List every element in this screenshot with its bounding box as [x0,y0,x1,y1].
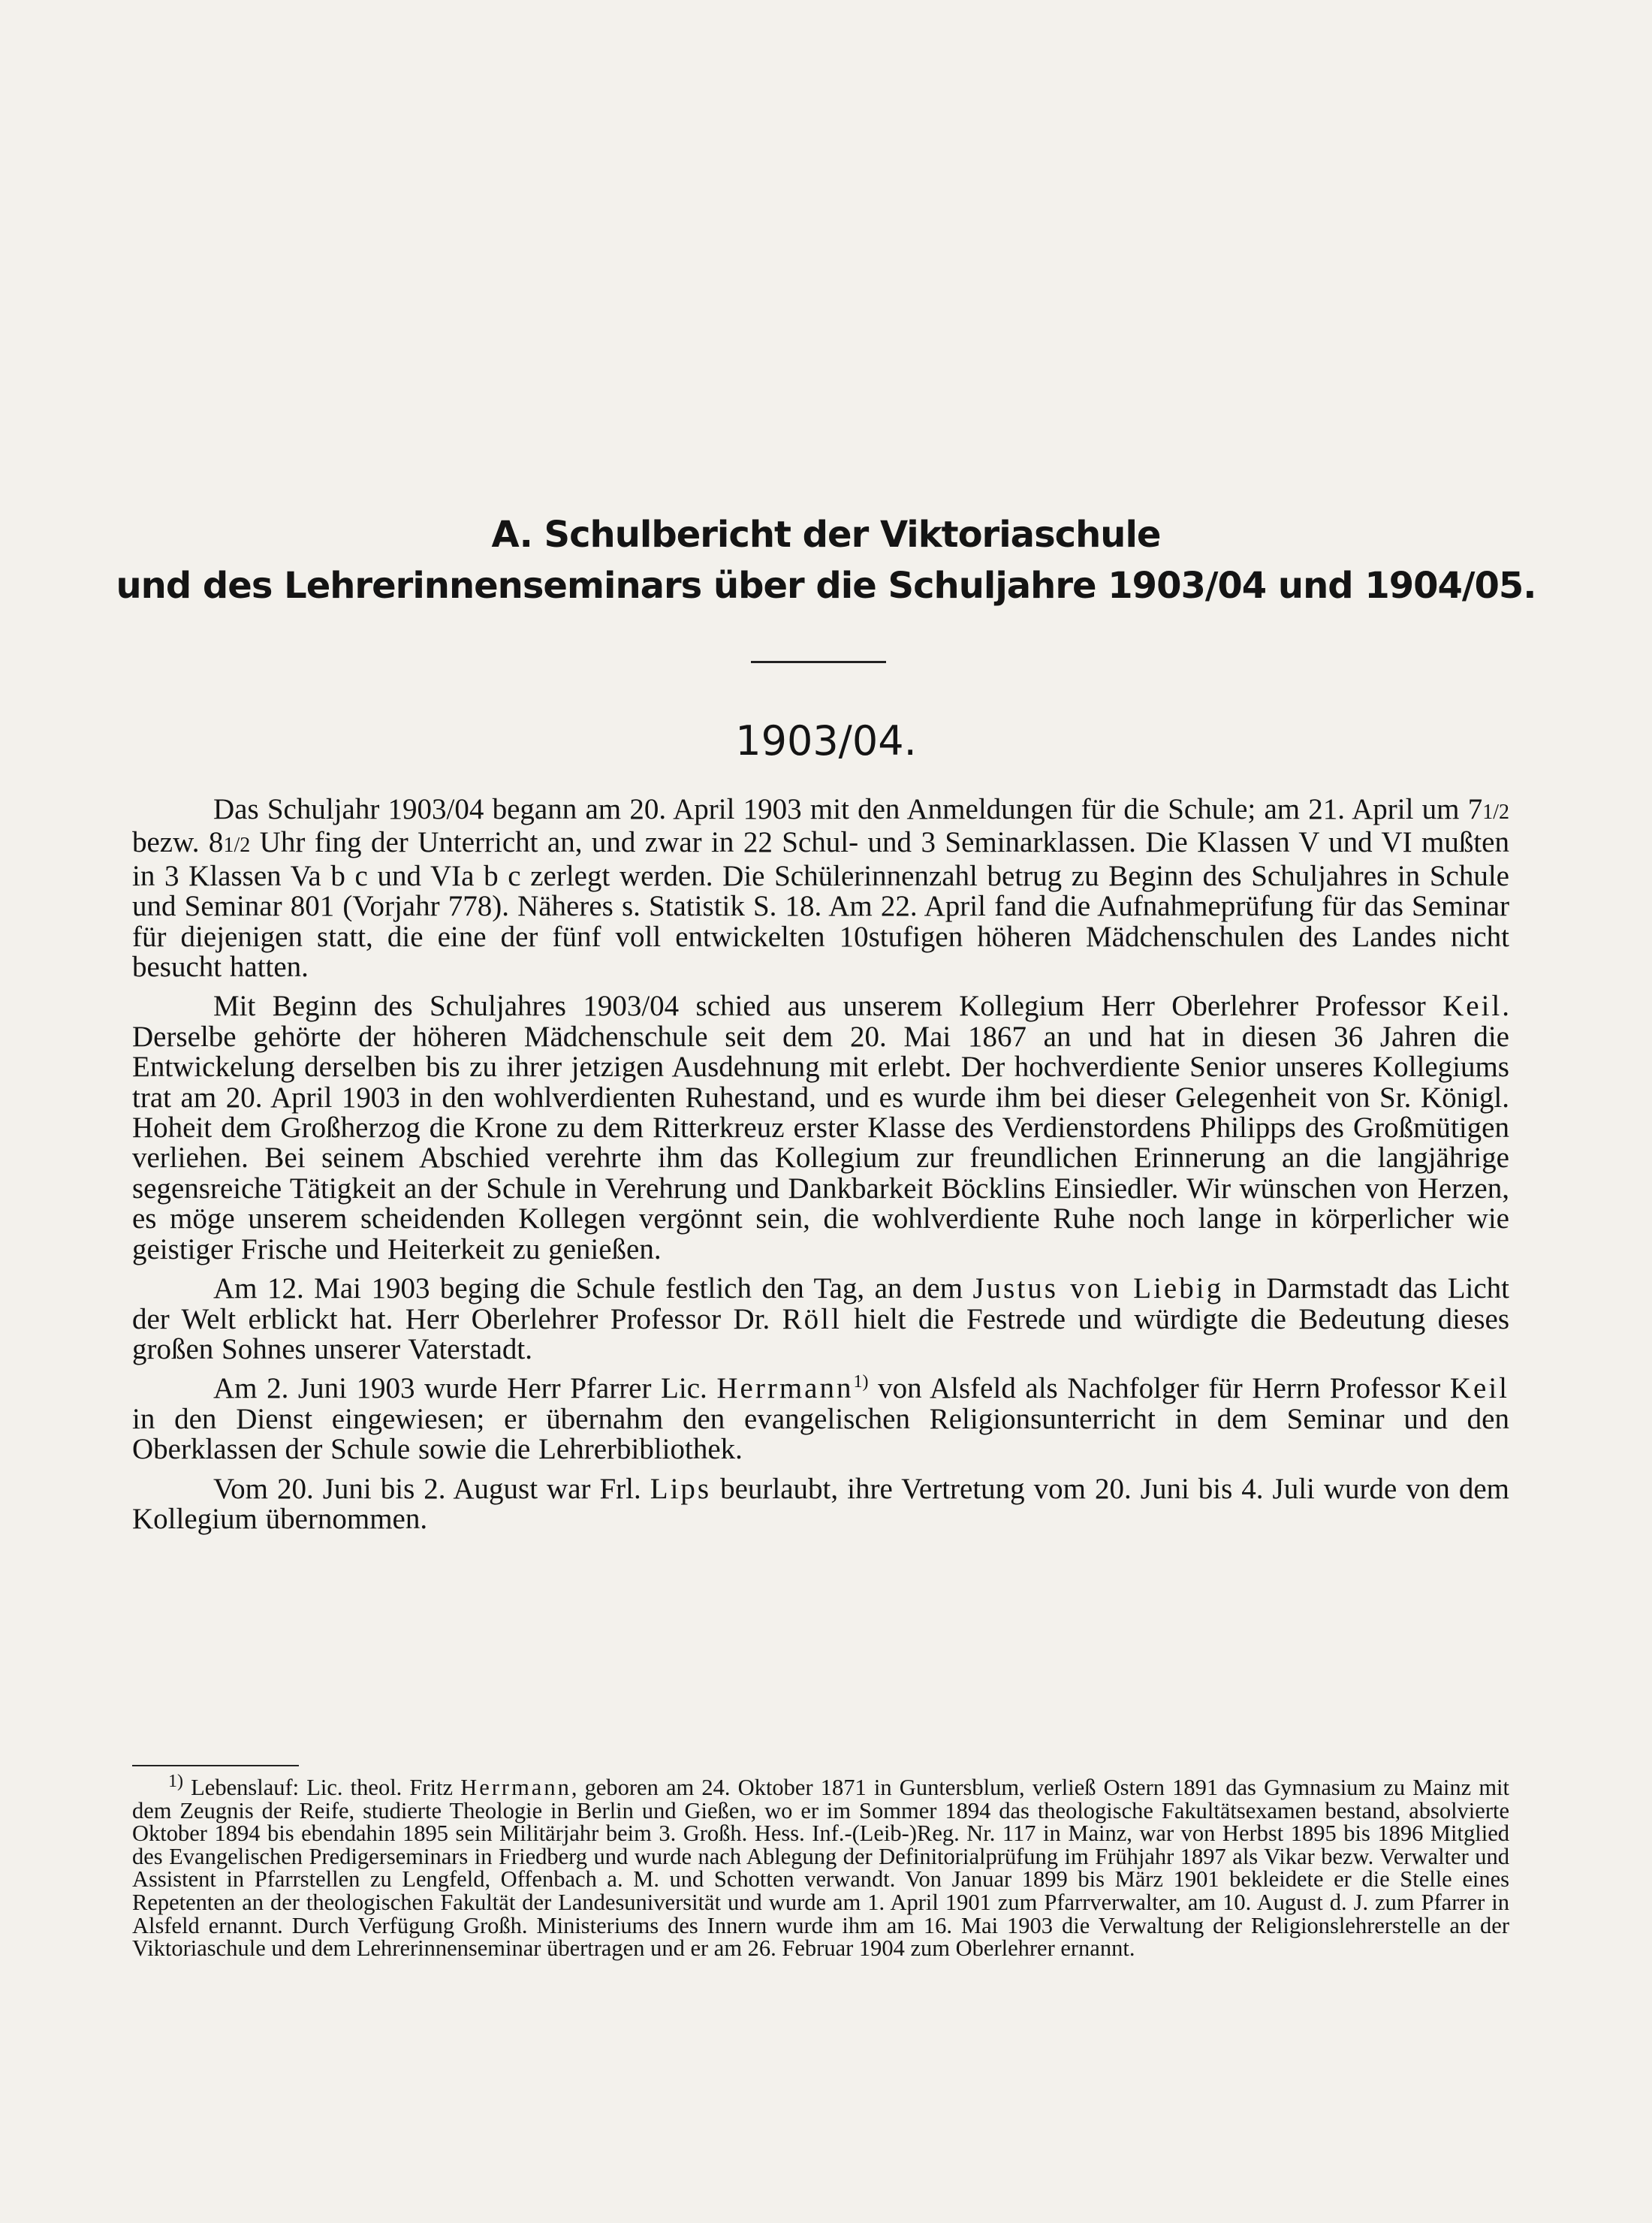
footnote-text: $^{1)}$ Lebenslauf: Lic. theol. Fritz Herrmann, geboren am 24. Oktober 1871 in Guntersblum, verließ Ostern 1891 das Gymnasium zu Mainz mit dem Zeugnis der Reife, studierte Theologie in Berlin und Gießen, wo er im Sommer 1894 das theologische Fakultätsexamen bestand, absolvierte Oktober 1894 bis ebendahin 1895 sein Militärjahr beim 3. Großh. Hess. Inf.-(Leib-)Reg. Nr. 117 in Mainz, war von Herbst 1895 bis 1896 Mitglied des Evangelischen Predigerseminars in Friedberg und wurde nach Ablegung der Definitorialprüfung im Frühjahr 1897 als Vikar bezw. Verwalter und Assistent in Pfarrstellen zu Lengfeld, Offenbach a. M. und Schotten verwandt. Von Januar 1899 bis März 1901 bekleidete er die Stelle eines Repetenten an der theologischen Fakultät der Landesuniversität und wurde am 1. April 1901 zum Pfarrverwalter, am 10. August d. J. zum Pfarrer in Alsfeld ernannt. Durch Verfügung Großh. Ministeriums des Innern wurde ihm am 16. Mai 1903 die Verwaltung der Religionslehrerstelle an der Viktoriaschule und dem Lehrerinnenseminar übertragen und er am 26. Februar 1904 zum Oberlehrer ernannt. [132,1771,1509,1962]
paragraph-liebig-celebration: Am 12. Mai 1903 beging die Schule festlich den Tag, an dem Justus von Liebig in Darmstadt das Licht der Welt erblickt hat. Herr Oberlehrer Professor Dr. Röll hielt die Festrede und würdigte die Bedeutung dieses großen Sohnes unserer Vaterstadt. [132,1272,1509,1365]
title-divider [751,661,886,663]
footnote-reference[interactable]: 1) [853,1372,869,1392]
paragraph-keil-retirement: Mit Beginn des Schuljahres 1903/04 schied aus unserem Kollegium Herr Oberlehrer Professor Keil. Derselbe gehörte der höheren Mädchenschule seit dem 20. Mai 1867 an und hat in diesen 36 Jahren die Entwickelung derselben bis zu ihrer jetzigen Ausdehnung mit erlebt. Der hochverdiente Senior unseres Kollegiums trat am 20. April 1903 in den wohlverdienten Ruhestand, und es wurde ihm bei dieser Gelegenheit von Sr. Königl. Hoheit dem Großherzog die Krone zu dem Ritterkreuz erster Klasse des Verdienstordens Philipps des Großmütigen verliehen. Bei seinem Abschied verehrte ihm das Kollegium zur freundlichen Erinnerung an die langjährige segensreiche Tätigkeit an der Schule in Verehrung und Dankbarkeit Böcklins Einsiedler. Wir wünschen von Herzen, es möge unserem scheidenden Kollegen vergönnt sein, die wohlverdiente Ruhe noch lange in körperlicher wie geistiger Frische und Heiterkeit zu genießen. [132,990,1509,1265]
report-body [132,795,1509,1534]
paragraph-school-year-start: Das Schuljahr 1903/04 begann am 20. April 1903 mit den Anmeldungen für die Schule; am 21. April um 71/2 bezw. 81/2 Uhr fing der Unterricht an, und zwar in 22 Schul- und 3 Seminarklassen. Die Klassen V und VI mußten in 3 Klassen Va b c und VIa b c zerlegt werden. Die Schülerinnenzahl betrug zu Beginn des Schuljahres in Schule und Seminar 801 (Vorjahr 778). Näheres s. Statistik S. 18. Am 22. April fand die Aufnahmeprüfung für das Seminar für diejenigen statt, die eine der fünf voll entwickelten 10stufigen höheren Mädchenschulen des Landes nicht besucht hatten. [132,793,1509,984]
section-heading-year: 1903/04. [735,717,917,765]
paragraph-herrmann-appointment: Am 2. Juni 1903 wurde Herr Pfarrer Lic. Herrmann$^{1)}$ von Alsfeld als Nachfolger für Herrn Professor Keil in den Dienst eingewiesen; er übernahm den evangelischen Religionsunterricht in dem Seminar und den Oberklassen der Schule sowie die Lehrerbibliothek. [132,1372,1509,1466]
footnote [132,1771,1509,1962]
report-title-line-2: und des Lehrerinnenseminars über die Schuljahre 1903/04 und 1904/05. [116,565,1536,607]
paragraph-lips-leave: Vom 20. Juni bis 2. August war Frl. Lips beurlaubt, ihre Vertretung vom 20. Juni bis 4. Juli wurde von dem Kollegium übernommen. [132,1472,1509,1535]
footnote-divider [132,1765,299,1766]
report-title-line-1: A. Schulbericht der Viktoriaschule [491,514,1161,556]
footnote-marker: 1) [168,1771,183,1791]
